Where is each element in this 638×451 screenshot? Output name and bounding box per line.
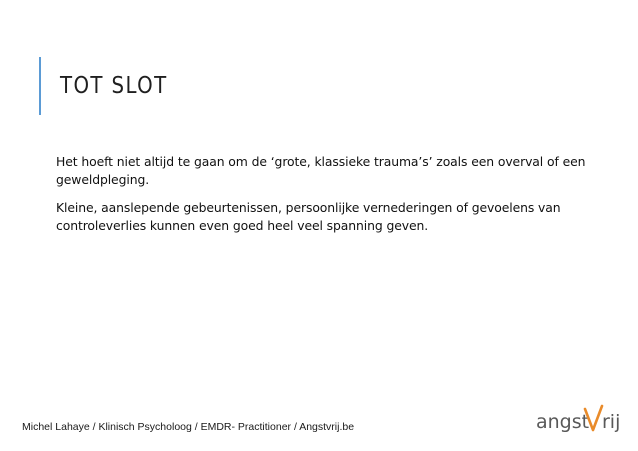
body-paragraph: Kleine, aanslepende gebeurtenissen, persoonlijke vernederingen of gevoelens van controleverlies kunnen even goed heel veel spanning geven. xyxy=(56,200,561,233)
logo-text-left: angst xyxy=(536,411,590,433)
slide-title: TOT SLOT xyxy=(60,73,168,99)
logo-text-right: rij xyxy=(602,411,621,433)
title-accent-bar xyxy=(39,57,41,115)
slide-body xyxy=(56,153,586,245)
angstvrij-logo xyxy=(536,402,622,436)
body-paragraph: Het hoeft niet altijd te gaan om de ‘grote, klassieke trauma’s’ zoals een overval of een geweldpleging. xyxy=(56,154,586,187)
footer-credit: Michel Lahaye / Klinisch Psycholoog / EMDR- Practitioner / Angstvrij.be xyxy=(22,421,355,433)
